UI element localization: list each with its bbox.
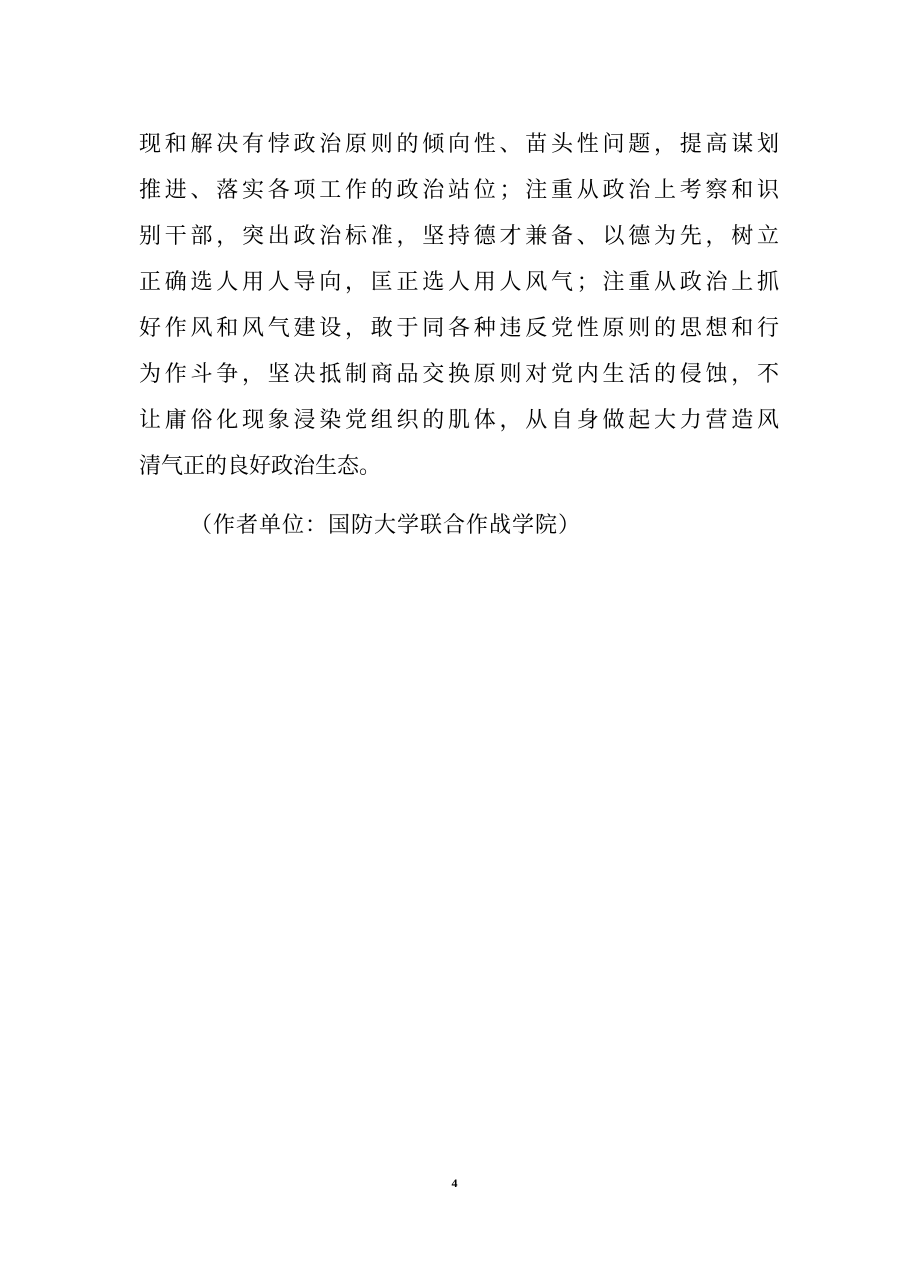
paragraph-line: 为作斗争，坚决抵制商品交换原则对党内生活的侵蚀，不 xyxy=(139,362,779,387)
paragraph-line: 清气正的良好政治生态。 xyxy=(139,454,382,479)
paragraph-line: 推进、落实各项工作的政治站位；注重从政治上考察和识 xyxy=(139,178,779,203)
author-affiliation: （作者单位：国防大学联合作战学院） xyxy=(190,513,582,538)
paragraph-line: 正确选人用人导向，匡正选人用人风气；注重从政治上抓 xyxy=(139,270,779,295)
paragraph-line: 别干部，突出政治标准，坚持德才兼备、以德为先，树立 xyxy=(139,224,779,249)
page-number: 4 xyxy=(451,1176,458,1190)
paragraph-line: 让庸俗化现象浸染党组织的肌体，从自身做起大力营造风 xyxy=(139,408,779,433)
body-paragraph xyxy=(139,122,779,490)
paragraph-line: 现和解决有悖政治原则的倾向性、苗头性问题，提高谋划 xyxy=(139,132,779,157)
paragraph-line: 好作风和风气建设，敢于同各种违反党性原则的思想和行 xyxy=(139,316,779,341)
